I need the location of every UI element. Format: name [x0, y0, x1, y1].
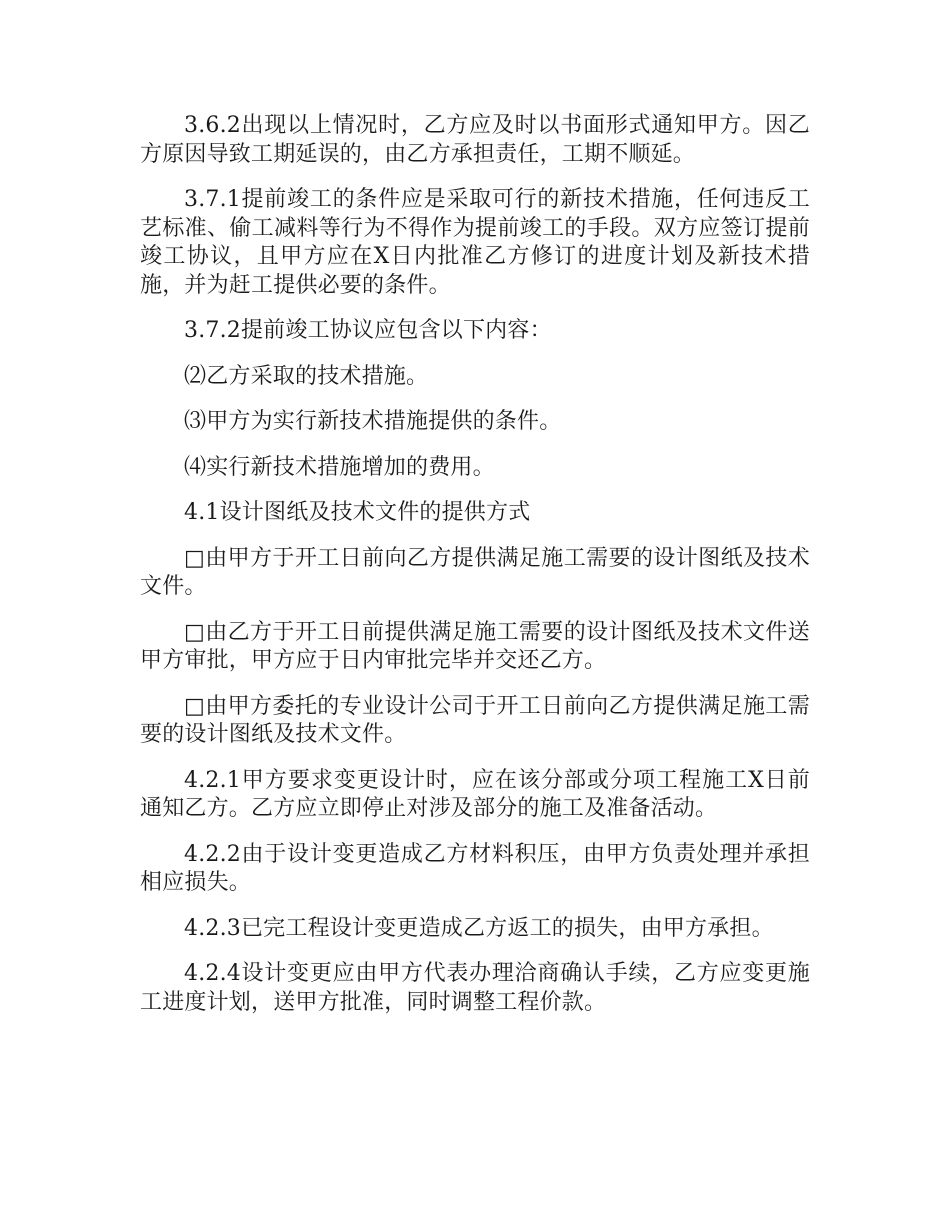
- option-checkbox-item: □由甲方委托的专业设计公司于开工日前向乙方提供满足施工需要的设计图纸及技术文件。: [140, 693, 810, 747]
- document-page: [140, 112, 810, 1034]
- list-item-4: ⑷实行新技术措施增加的费用。: [184, 454, 495, 480]
- paragraph-4-2-3: 4.2.3已完工程设计变更造成乙方返工的损失，由甲方承担。: [184, 915, 774, 941]
- paragraph-4-2-4: 4.2.4设计变更应由甲方代表办理洽商确认手续，乙方应变更施工进度计划，送甲方批准，同时调整工程价款。: [140, 961, 810, 1015]
- list-item-3: ⑶甲方为实行新技术措施提供的条件。: [184, 409, 562, 434]
- paragraph-4-2-2: 4.2.2由于设计变更造成乙方材料积压，由甲方负责处理并承担相应损失。: [140, 841, 810, 895]
- paragraph-3-6-2: 3.6.2出现以上情况时，乙方应及时以书面形式通知甲方。因乙方原因导致工期延误的，由乙方承担责任，工期不顺延。: [140, 113, 810, 167]
- paragraph-3-7-2: 3.7.2提前竣工协议应包含以下内容：: [184, 318, 552, 343]
- list-item-2: ⑵乙方采取的技术措施。: [184, 363, 429, 389]
- option-checkbox-item: □由甲方于开工日前向乙方提供满足施工需要的设计图纸及技术文件。: [140, 545, 810, 599]
- paragraph-3-7-1: 3.7.1提前竣工的条件应是采取可行的新技术措施，任何违反工艺标准、偷工减料等行为不得作为提前竣工的手段。双方应签订提前竣工协议，且甲方应在X日内批准乙方修订的进度计划及新技术措施，并为赶工提供必要的条件。: [140, 187, 810, 298]
- section-heading-4-1: 4.1设计图纸及技术文件的提供方式: [184, 500, 531, 525]
- option-checkbox-item: □由乙方于开工日前提供满足施工需要的设计图纸及技术文件送甲方审批，甲方应于日内审批完毕并交还乙方。: [140, 619, 810, 673]
- paragraph-4-2-1: 4.2.1甲方要求变更设计时，应在该分部或分项工程施工X日前通知乙方。乙方应立即停止对涉及部分的施工及准备活动。: [140, 767, 810, 821]
